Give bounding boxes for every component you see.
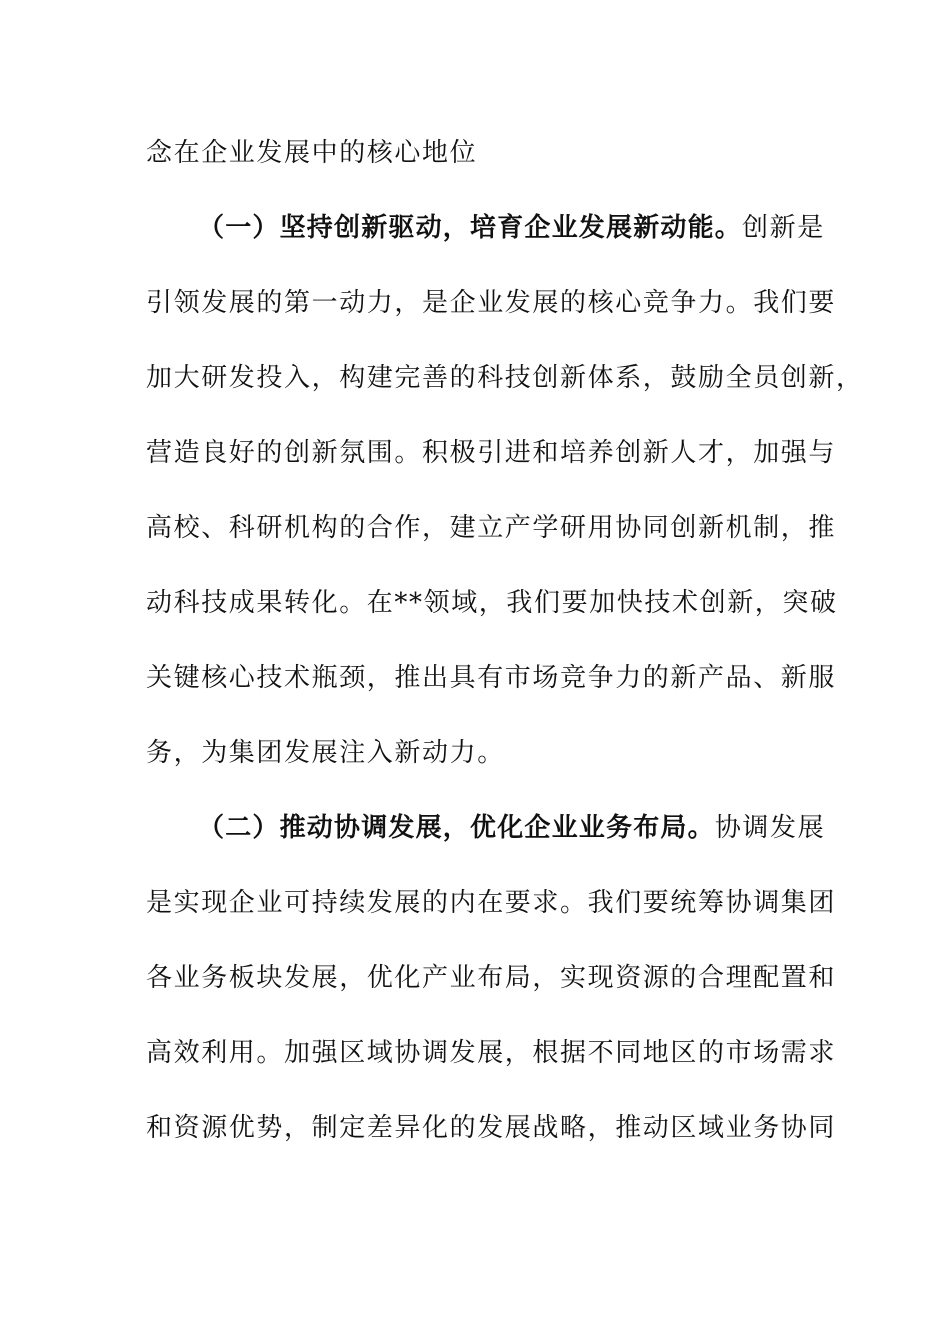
section2-text-start: 协调发展 xyxy=(714,813,826,843)
paragraph-line: 高校、科研机构的合作，建立产学研用协同创新机制，推 xyxy=(146,513,837,543)
paragraph-line: 营造良好的创新氛围。积极引进和培养创新人才，加强与 xyxy=(146,438,837,468)
paragraph-line: 务，为集团发展注入新动力。 xyxy=(146,738,505,768)
section1-text-start: 创新是 xyxy=(742,213,825,243)
paragraph-line: 各业务板块发展，优化产业布局，实现资源的合理配置和 xyxy=(146,963,837,993)
section1-heading: （一）坚持创新驱动，培育企业发展新动能。 xyxy=(198,213,743,243)
section2-heading: （二）推动协调发展，优化企业业务布局。 xyxy=(198,813,715,843)
section2-first-line xyxy=(198,808,858,848)
paragraph-line: 高效利用。加强区域协调发展，根据不同地区的市场需求 xyxy=(146,1038,837,1068)
paragraph-line: 动科技成果转化。在**领域，我们要加快技术创新，突破 xyxy=(146,588,838,618)
section1-first-line xyxy=(198,208,858,248)
paragraph-line: 引领发展的第一动力，是企业发展的核心竞争力。我们要 xyxy=(146,288,837,318)
paragraph-line: 关键核心技术瓶颈，推出具有市场竞争力的新产品、新服 xyxy=(146,663,837,693)
paragraph-line: 和资源优势，制定差异化的发展战略，推动区域业务协同 xyxy=(146,1113,837,1143)
paragraph-line: 加大研发投入，构建完善的科技创新体系，鼓励全员创新， xyxy=(146,363,864,393)
paragraph-line: 是实现企业可持续发展的内在要求。我们要统筹协调集团 xyxy=(146,888,837,918)
heading-continuation: 念在企业发展中的核心地位 xyxy=(146,138,478,168)
